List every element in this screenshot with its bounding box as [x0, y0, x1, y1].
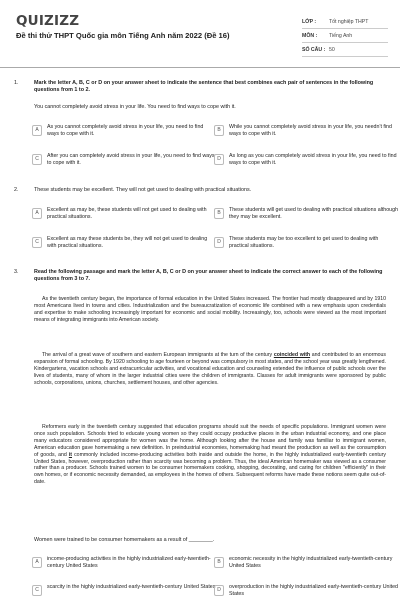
- meta-row-subject: [302, 29, 388, 43]
- q1-option-a[interactable]: [32, 124, 216, 137]
- option-letter: C: [32, 237, 42, 248]
- passage-text: Reformers early in the twentieth century suggested that education programs should suit the needs of specific populations. Immigrant women were once such population. Schools tried to educate young women so they could occupy productive places in the urban industrial economy, and one place many educators considered appropriate for women was the home. Although looking after the house and family was familiar to immigrant women, American education gave homemaking a new definition. In preindustrial economies, homemaking had meant the production as well as the consumption of goods, and: [34, 424, 386, 458]
- option-text: Excellent as may be, these students will not get used to dealing with practical situations.: [47, 207, 207, 220]
- option-letter: B: [214, 208, 224, 219]
- q2-option-c[interactable]: [32, 236, 216, 249]
- option-letter: A: [32, 208, 42, 219]
- option-text: After you can completely avoid stress in your life, you need to find ways to cope with it.: [47, 153, 215, 166]
- option-text: While you cannot completely avoid stress in your life, you needn't find ways to cope with it.: [229, 124, 392, 137]
- option-letter: C: [32, 154, 42, 165]
- q2-option-d[interactable]: [214, 236, 398, 249]
- passage-paragraph-1: As the twentieth century began, the importance of formal education in the United States increased. The frontier had mostly disappeared and by 1910 most Americans lived in towns and cities. Industrialization and the bureaucratization of economic life combined with a new emphasis upon credentials and expertise to make schooling increasingly important for economic and social mobility. Increasingly, too, schools were viewed as the most important means of integrating immigrants into American society.: [34, 296, 386, 323]
- meta-label: SỐ CÂU :: [302, 46, 326, 53]
- option-letter: D: [214, 585, 224, 596]
- q3-option-a[interactable]: [32, 556, 216, 569]
- option-text: Excellent as may these students be, they will not get used to dealing with practical situations.: [47, 236, 208, 249]
- question-number: 1.: [14, 80, 19, 86]
- question-stem: You cannot completely avoid stress in your life. You need to find ways to cope with it.: [34, 104, 236, 110]
- option-text: overproduction in the highly industrialized early-twentieth-century United States: [229, 584, 399, 597]
- q3-option-b[interactable]: [214, 556, 398, 569]
- option-text: These students may be too excellent to get used to dealing with practical situations.: [229, 236, 379, 249]
- option-letter: D: [214, 237, 224, 248]
- question-number: 3.: [14, 269, 19, 275]
- q1-option-d[interactable]: [214, 153, 398, 166]
- option-letter: B: [214, 557, 224, 568]
- quizizz-logo: QUIZIZZ: [16, 13, 80, 29]
- q2-option-b[interactable]: [214, 207, 398, 220]
- question-instruction: Read the following passage and mark the letter A, B, C or D on your answer sheet to indicate the correct answer to each of the following questions from 3 to 7.: [34, 269, 383, 282]
- question-1-stem: [14, 104, 390, 112]
- question-stem: Women were trained to be consumer homemakers as a result of ________.: [34, 537, 215, 543]
- meta-value: Tốt nghiệp THPT: [329, 18, 369, 25]
- q2-option-a[interactable]: [32, 207, 216, 220]
- meta-table: [302, 15, 388, 57]
- underlined-phrase: coincided with: [273, 352, 311, 358]
- meta-value: 50: [329, 46, 335, 53]
- option-letter: B: [214, 125, 224, 136]
- option-letter: A: [32, 557, 42, 568]
- question-number: 2.: [14, 187, 19, 193]
- question-instruction: Mark the letter A, B, C or D on your answer sheet to indicate the sentence that best combines each pair of sentences in the following questions from 1 to 2.: [34, 80, 374, 93]
- option-letter: D: [214, 154, 224, 165]
- q1-option-b[interactable]: [214, 124, 398, 137]
- option-text: economic necessity in the highly industrialized early-twentieth-century United States: [229, 556, 393, 569]
- meta-label: LỚP :: [302, 18, 317, 25]
- q1-option-c[interactable]: [32, 153, 216, 166]
- meta-value: Tiếng Anh: [329, 32, 353, 39]
- header-divider: [0, 67, 400, 68]
- passage-paragraph-3: [34, 424, 386, 486]
- option-text: scarcity in the highly industrialized early-twentieth-century United States: [47, 584, 216, 590]
- underlined-word: it: [68, 451, 72, 458]
- option-letter: A: [32, 125, 42, 136]
- passage-paragraph-2: [34, 352, 386, 387]
- option-text: income-producing activities in the highly industrialized early-twentieth-century United States: [47, 556, 211, 569]
- meta-row-count: [302, 43, 388, 57]
- passage-text: and contributed to an enormous expansion of formal schooling. By 1920 schooling to age fourteen or beyond was compulsory in most states, and the school year was greatly lengthened. Kindergartens, vacation schools and extracurricular activities, and vocational education and counseling extended the influence of public schools over the lives of students, many of whom in the larger industrial cities were the children of immigrants. Classes for adult immigrants were sponsored by public schools, corporations, unions, churches, settlement houses, and other agencies.: [34, 352, 386, 386]
- meta-row-class: [302, 15, 388, 29]
- question-2-header: [14, 187, 390, 195]
- q3-option-c[interactable]: [32, 584, 216, 596]
- question-stem: These students may be excellent. They will not get used to dealing with practical situations.: [34, 187, 252, 193]
- page-title: Đề thi thử THPT Quốc gia môn Tiếng Anh năm 2022 (Đề 16): [16, 31, 230, 40]
- option-text: As long as you can completely avoid stress in your life, you need to find ways to cope with it.: [229, 153, 397, 166]
- option-text: These students will get used to dealing with practical situations although they may be excellent.: [229, 207, 399, 220]
- q3-option-d[interactable]: [214, 584, 398, 597]
- option-letter: C: [32, 585, 42, 596]
- passage-text: The arrival of a great wave of southern and eastern European immigrants at the turn of the century: [42, 352, 274, 358]
- question-3-stem: [14, 537, 390, 545]
- question-3-header: [14, 269, 390, 289]
- meta-label: MÔN :: [302, 32, 318, 39]
- option-text: As you cannot completely avoid stress in your life, you need to find ways to cope with it.: [47, 124, 204, 137]
- passage-text: commonly included income-producing activities both inside and outside the home, in the highly industrialized early-twentieth century United States, however, overproduction rather than scarcity was becoming a problem. Thus, the ideal American homemaker was viewed as a consumer rather than a producer. Schools trained women to be consumer homemakers cooking, shopping, decorating, and caring for children "efficiently" in their own homes, or if economic necessity demanded, as employees in the homes of others. Subsequent reforms have made these notions seem quite out-of-date.: [34, 451, 386, 486]
- question-1-header: [14, 80, 390, 100]
